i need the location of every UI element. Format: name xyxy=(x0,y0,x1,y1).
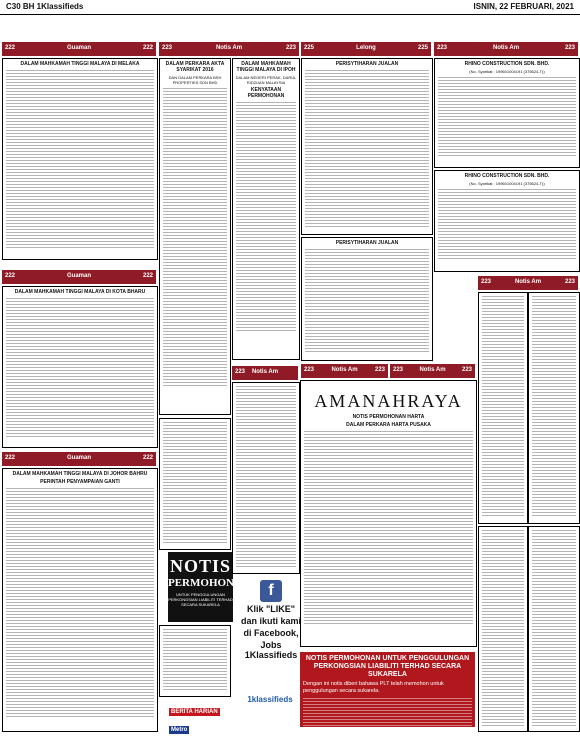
section-bar-lelong: 225 Lelong 225 xyxy=(301,42,431,56)
amanahraya-title: AMANAHRAYA xyxy=(314,391,463,411)
metro-logo: Metro xyxy=(171,727,188,733)
klassifieds-logo: 1klassifieds xyxy=(247,695,293,704)
notis-permohonan-box: NOTIS PERMOHONAN UNTUK PENGGULUNGAN PERKONGSIAN LIABILITI TERHAD SECARA SUKARELA xyxy=(168,552,233,622)
section-bar-notis-right: 223 Notis Am 223 xyxy=(434,42,578,56)
header-left: C30 BH 1Klassifieds xyxy=(6,2,84,11)
section-bar-notis-right-2: 223 Notis Am 223 xyxy=(478,276,578,290)
section-bar-guaman-2: 222 Guaman 222 xyxy=(2,270,156,284)
publisher-logos xyxy=(168,700,238,733)
ad-notis-right-b xyxy=(528,292,580,524)
ad-plt-penggulungan: NOTIS PERMOHONAN UNTUK PENGGULUNGAN PERKONGSIAN LIABILITI TERHAD SECARA SUKARELA Dengan ini notis diberi bahawa PLT telah memohon untuk penggulungan secara sukarela. xyxy=(300,652,475,727)
section-bar-notis-am-a: 223 Notis Am 223 xyxy=(301,364,388,378)
ad-mahkamah-johor: DALAM MAHKAMAH TINGGI MALAYA DI JOHOR BAHRU PERINTAH PENYAMPAIAN GANTI xyxy=(2,468,158,732)
ad-mahkamah-melaka: DALAM MAHKAMAH TINGGI MALAYA DI MELAKA xyxy=(2,58,158,260)
ad-notis-mid xyxy=(232,382,300,574)
berita-harian-logo: BERITA HARIAN xyxy=(171,709,218,715)
ad-rhino-2: RHINO CONSTRUCTION SDN. BHD. (No. Syarikat : 199601004191 (375624-T)) xyxy=(434,170,580,272)
facebook-promo[interactable]: f Klik "LIKE" dan ikuti kami di Facebook, Jobs 1Klassifieds xyxy=(240,582,302,660)
ad-rhino-1: RHINO CONSTRUCTION SDN. BHD. (No. Syarikat : 199601004191 (375624-T)) xyxy=(434,58,580,168)
section-bar-notis: 223 Notis Am 223 xyxy=(159,42,299,56)
facebook-icon: f xyxy=(260,580,282,602)
ad-bsh-properties: DALAM PERKARA AKTA SYARIKAT 2016 DAN DALAM PERKARA BSH PROPERTIES SDN BHD xyxy=(159,58,231,415)
header-date: ISNIN, 22 FEBRUARI, 2021 xyxy=(473,2,574,11)
ad-notis-right-a xyxy=(478,292,528,524)
page-header xyxy=(0,0,580,15)
ad-notis-bottom xyxy=(159,625,231,697)
ad-lelong-1: PERISYTIHARAN JUALAN xyxy=(301,58,433,235)
section-bar-guaman-3: 222 Guaman 222 xyxy=(2,452,156,466)
ad-mahkamah-kota-bharu: DALAM MAHKAMAH TINGGI MALAYA DI KOTA BHARU xyxy=(2,286,158,448)
ad-lelong-2: PERISYTIHARAN JUALAN xyxy=(301,237,433,361)
ad-notis-right-d xyxy=(528,526,580,732)
section-bar-notis-mid: 223 Notis Am xyxy=(232,366,298,380)
section-bar-guaman: 222 Guaman 222 xyxy=(2,42,156,56)
ad-notis-right-c xyxy=(478,526,528,732)
ad-mahkamah-ipoh: DALAM MAHKAMAH TINGGI MALAYA DI IPOH DALAM NEGERI PERAK, DARUL RIDZUAN MALAYSIA KENYATAAN PERMOHONAN xyxy=(232,58,300,360)
ad-notis-small xyxy=(159,418,231,550)
ad-amanahraya: AMANAHRAYA NOTIS PERMOHONAN HARTA DALAM PERKARA HARTA PUSAKA xyxy=(300,380,477,647)
section-bar-notis-am-b: 223 Notis Am 223 xyxy=(390,364,475,378)
